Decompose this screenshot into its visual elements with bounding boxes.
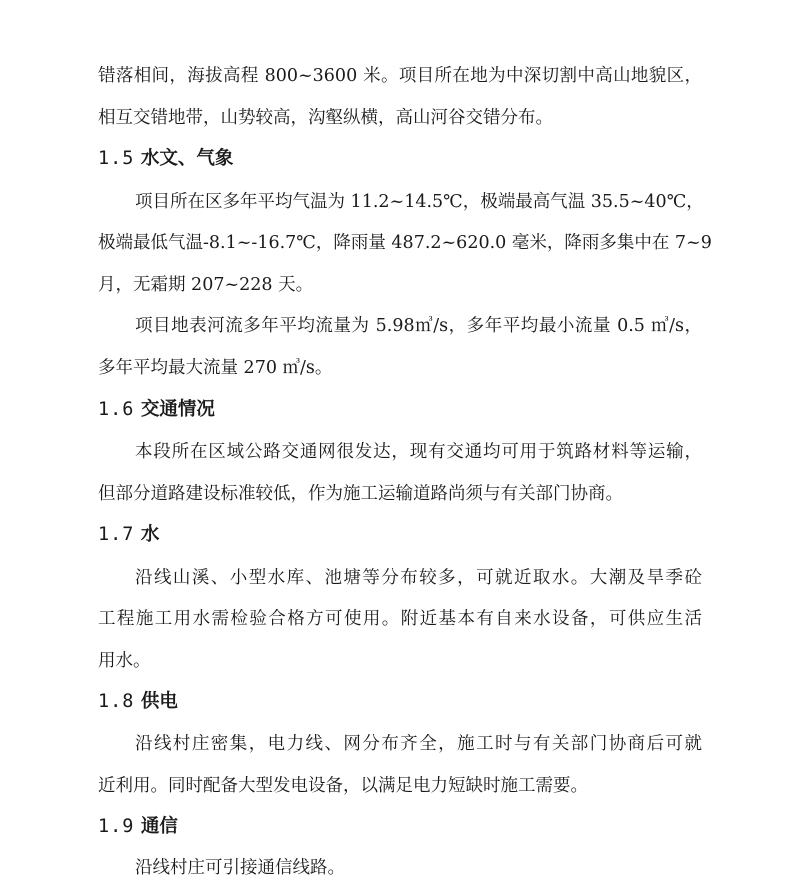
paragraph-line: 但部分道路建设标准较低，作为施工运输道路尚须与有关部门协商。 xyxy=(98,484,623,504)
section-number: 1.7 xyxy=(98,524,135,545)
section-title: 供电 xyxy=(140,691,178,712)
paragraph-line: 月，无霜期 207~228 天。 xyxy=(98,275,314,295)
paragraph-line: 沿线山溪、小型水库、池塘等分布较多，可就近取水。大潮及旱季砼 xyxy=(135,568,702,588)
paragraph-line: 沿线村庄密集，电力线、网分布齐全，施工时与有关部门协商后可就 xyxy=(135,734,702,754)
section-heading-1-6 xyxy=(98,397,215,423)
section-title: 水 xyxy=(140,524,160,545)
section-title: 交通情况 xyxy=(140,399,215,420)
section-number: 1.8 xyxy=(98,691,135,712)
paragraph-line: 近利用。同时配备大型发电设备，以满足电力短缺时施工需要。 xyxy=(98,776,588,796)
section-number: 1.6 xyxy=(98,399,135,420)
section-heading-1-8 xyxy=(98,689,178,715)
paragraph-line: 本段所在区域公路交通网很发达，现有交通均可用于筑路材料等运输， xyxy=(135,442,702,462)
section-title: 通信 xyxy=(140,816,178,837)
section-number: 1.9 xyxy=(98,816,135,837)
section-heading-1-9 xyxy=(98,814,178,840)
paragraph-line: 错落相间，海拔高程 800~3600 米。项目所在地为中深切割中高山地貌区， xyxy=(98,66,702,86)
section-title: 水文、气象 xyxy=(140,148,234,169)
paragraph-line: 极端最低气温-8.1~-16.7℃，降雨量 487.2~620.0 毫米，降雨多集中在 7~9 xyxy=(98,233,712,253)
paragraph-line: 沿线村庄可引接通信线路。 xyxy=(135,858,345,878)
paragraph-line: 工程施工用水需检验合格方可使用。附近基本有自来水设备，可供应生活 xyxy=(98,609,702,629)
paragraph-line: 项目所在区多年平均气温为 11.2~14.5℃，极端最高气温 35.5~40℃， xyxy=(135,192,704,212)
paragraph-line: 相互交错地带，山势较高，沟壑纵横，高山河谷交错分布。 xyxy=(98,108,553,128)
section-heading-1-5 xyxy=(98,146,233,172)
paragraph-line: 项目地表河流多年平均流量为 5.98㎥/s，多年平均最小流量 0.5 ㎥/s， xyxy=(135,316,702,336)
section-heading-1-7 xyxy=(98,522,159,548)
section-number: 1.5 xyxy=(98,148,135,169)
paragraph-line: 用水。 xyxy=(98,651,151,671)
paragraph-line: 多年平均最大流量 270 ㎥/s。 xyxy=(98,358,333,378)
